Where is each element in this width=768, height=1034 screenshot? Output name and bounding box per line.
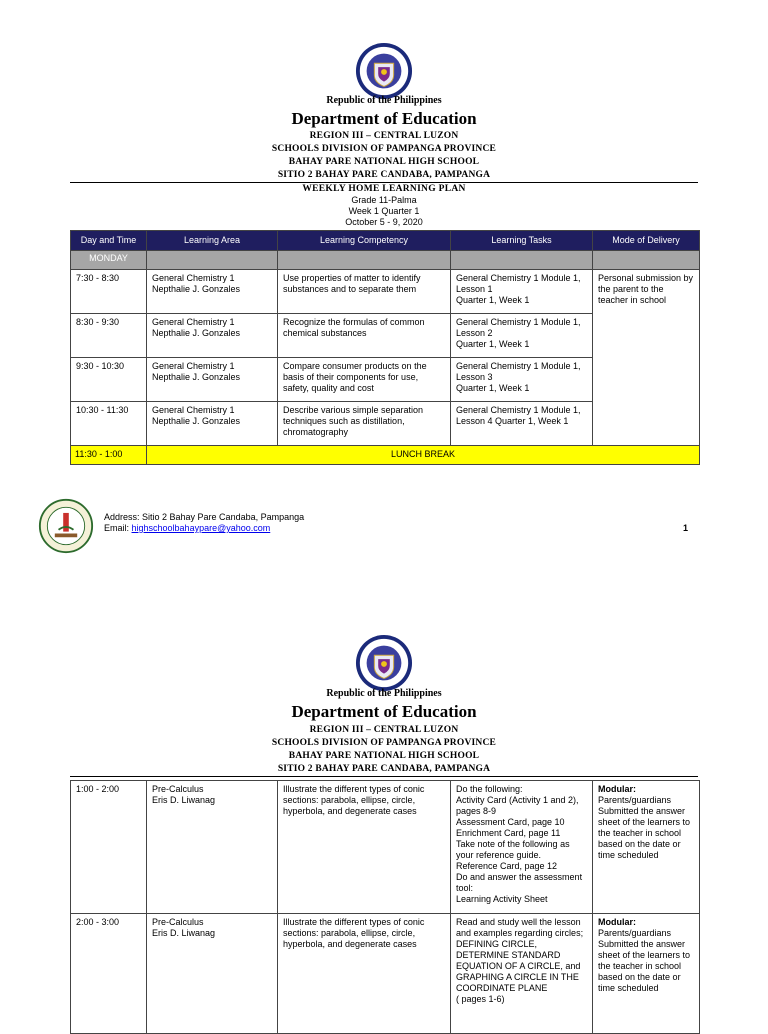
time-cell: 9:30 - 10:30 xyxy=(71,358,147,402)
table-header-row xyxy=(71,231,700,251)
col-header-tasks: Learning Tasks xyxy=(451,231,593,251)
school-logo-icon xyxy=(38,498,94,554)
plan-week: Week 1 Quarter 1 xyxy=(348,206,420,216)
competency-cell: Recognize the formulas of common chemical substances xyxy=(278,314,451,358)
lunch-time: 11:30 - 1:00 xyxy=(71,446,147,465)
division-text: SCHOOLS DIVISION OF PAMPANGA PROVINCE xyxy=(271,144,497,154)
col-header-mode: Mode of Delivery xyxy=(593,231,700,251)
tasks-cell: Read and study well the lesson and examples regarding circles; DEFINING CIRCLE, DETERMINE STANDARD EQUATION OF A CIRCLE, and GRAPHING A CIRCLE IN THE COORDINATE PLANE ( pages 1-6) xyxy=(451,914,593,1034)
competency-cell: Illustrate the different types of conic sections: parabola, ellipse, circle, hyperbola, and degenerate cases xyxy=(278,781,451,914)
competency-cell: Describe various simple separation techniques such as distillation, chromatography xyxy=(278,402,451,446)
competency-cell: Illustrate the different types of conic sections: parabola, ellipse, circle, hyperbola, and degenerate cases xyxy=(278,914,451,1034)
area-cell: General Chemistry 1 Nepthalie J. Gonzales xyxy=(147,270,278,314)
table-row xyxy=(71,270,700,314)
lunch-label: LUNCH BREAK xyxy=(147,446,700,465)
school-address: SITIO 2 BAHAY PARE CANDABA, PAMPANGA xyxy=(277,764,491,774)
area-cell: Pre-Calculus Eris D. Liwanag xyxy=(147,781,278,914)
footer-email-label: Email: xyxy=(104,523,132,533)
learning-plan-table xyxy=(70,230,700,465)
plan-grade: Grade 11-Palma xyxy=(351,195,417,205)
time-cell: 8:30 - 9:30 xyxy=(71,314,147,358)
day-row-cell xyxy=(278,251,451,270)
time-cell: 10:30 - 11:30 xyxy=(71,402,147,446)
col-header-competency: Learning Competency xyxy=(278,231,451,251)
email-link[interactable]: highschoolbahaypare@yahoo.com xyxy=(131,523,271,533)
mode-title: Modular: xyxy=(598,784,636,794)
learning-plan-table-continued xyxy=(70,780,700,1034)
division-text: SCHOOLS DIVISION OF PAMPANGA PROVINCE xyxy=(271,738,497,748)
area-cell: General Chemistry 1 Nepthalie J. Gonzales xyxy=(147,358,278,402)
republic-text: Republic of the Philippines xyxy=(326,95,442,106)
area-cell: General Chemistry 1 Nepthalie J. Gonzales xyxy=(147,314,278,358)
department-title: Department of Education xyxy=(291,109,477,128)
time-cell: 7:30 - 8:30 xyxy=(71,270,147,314)
region-text: REGION III – CENTRAL LUZON xyxy=(309,131,459,141)
table-row xyxy=(71,781,700,914)
competency-cell: Use properties of matter to identify substances and to separate them xyxy=(278,270,451,314)
table-row xyxy=(71,914,700,1034)
department-title: Department of Education xyxy=(291,702,477,721)
area-cell: Pre-Calculus Eris D. Liwanag xyxy=(147,914,278,1034)
region-text: REGION III – CENTRAL LUZON xyxy=(309,725,459,735)
day-row xyxy=(71,251,700,270)
header-divider xyxy=(70,182,698,183)
mode-title: Modular: xyxy=(598,917,636,927)
day-row-cell xyxy=(147,251,278,270)
mode-text: Parents/guardians Submitted the answer sheet of the learners to the teacher in school based on the date or time scheduled xyxy=(598,928,691,993)
tasks-cell: Do the following: Activity Card (Activity 1 and 2), pages 8-9 Assessment Card, page 10 Enrichment Card, page 11 Take note of the following as your reference guide. Reference Card, page 12 Do and answer the assessment tool: Learning Activity Sheet xyxy=(451,781,593,914)
tasks-cell: General Chemistry 1 Module 1, Lesson 4 Quarter 1, Week 1 xyxy=(451,402,593,446)
footer-email-line xyxy=(104,523,304,534)
col-header-learning-area: Learning Area xyxy=(147,231,278,251)
school-address: SITIO 2 BAHAY PARE CANDABA, PAMPANGA xyxy=(277,170,491,180)
mode-cell xyxy=(593,781,700,914)
deped-seal-icon xyxy=(355,634,413,692)
mode-cell xyxy=(593,914,700,1034)
tasks-cell: General Chemistry 1 Module 1, Lesson 2 Quarter 1, Week 1 xyxy=(451,314,593,358)
area-cell: General Chemistry 1 Nepthalie J. Gonzales xyxy=(147,402,278,446)
republic-text: Republic of the Philippines xyxy=(326,688,442,699)
footer-address: Address: Sitio 2 Bahay Pare Candaba, Pampanga xyxy=(104,512,305,522)
time-cell: 2:00 - 3:00 xyxy=(71,914,147,1034)
mode-text: Parents/guardians Submitted the answer sheet of the learners to the teacher in school based on the date or time scheduled xyxy=(598,795,691,860)
plan-dates: October 5 - 9, 2020 xyxy=(345,217,423,227)
document-page-2 xyxy=(0,590,768,1024)
school-name: BAHAY PARE NATIONAL HIGH SCHOOL xyxy=(288,157,480,167)
deped-seal-icon xyxy=(355,42,413,100)
school-name: BAHAY PARE NATIONAL HIGH SCHOOL xyxy=(288,751,480,761)
competency-cell: Compare consumer products on the basis of their components for use, safety, quality and cost xyxy=(278,358,451,402)
page-number: 1 xyxy=(683,523,689,533)
day-label: MONDAY xyxy=(71,251,147,270)
day-row-cell xyxy=(593,251,700,270)
footer-contact xyxy=(104,512,304,534)
day-row-cell xyxy=(451,251,593,270)
plan-title: WEEKLY HOME LEARNING PLAN xyxy=(302,184,466,194)
lunch-row xyxy=(71,446,700,465)
plan-info xyxy=(0,184,768,228)
mode-cell: Personal submission by the parent to the teacher in school xyxy=(593,270,700,446)
tasks-cell: General Chemistry 1 Module 1, Lesson 1 Quarter 1, Week 1 xyxy=(451,270,593,314)
tasks-cell: General Chemistry 1 Module 1, Lesson 3 Quarter 1, Week 1 xyxy=(451,358,593,402)
col-header-day-time: Day and Time xyxy=(71,231,147,251)
header-divider xyxy=(70,776,698,777)
time-cell: 1:00 - 2:00 xyxy=(71,781,147,914)
